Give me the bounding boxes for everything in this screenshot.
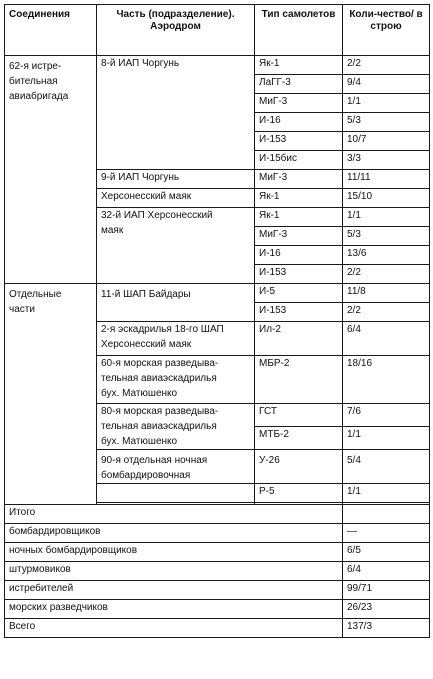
quantity-cell: 5/3 <box>343 113 430 132</box>
aircraft-type-cell: Ил-2 <box>255 322 343 356</box>
totals-label: морских разведчиков <box>5 600 343 619</box>
totals-value: 137/3 <box>343 619 430 638</box>
unit-cell: 60-я морская разведыва- тельная авиаэскадрилья бух. Матюшенко <box>97 356 255 404</box>
header-aircraft-type: Тип самолетов <box>255 5 343 56</box>
quantity-cell: 9/4 <box>343 75 430 94</box>
header-quantity: Коли-чество/ в строю <box>343 5 430 56</box>
totals-label: бомбардировщиков <box>5 524 343 543</box>
unit-cell: 8-й ИАП Чоргунь <box>97 56 255 170</box>
totals-value <box>343 505 430 524</box>
quantity-cell: 10/7 <box>343 132 430 151</box>
unit-cell: 11-й ШАП Байдары <box>97 284 255 322</box>
aircraft-type-cell: И-153 <box>255 303 343 322</box>
totals-value: 6/4 <box>343 562 430 581</box>
totals-label: Всего <box>5 619 343 638</box>
totals-row <box>5 543 430 562</box>
quantity-cell: 7/6 <box>343 404 430 427</box>
quantity-cell: 5/3 <box>343 227 430 246</box>
totals-row <box>5 562 430 581</box>
unit-cell-empty <box>97 484 255 503</box>
aircraft-type-cell: Як-1 <box>255 208 343 227</box>
aircraft-type-cell: МБР-2 <box>255 356 343 404</box>
totals-value: 26/23 <box>343 600 430 619</box>
totals-label: истребителей <box>5 581 343 600</box>
unit-cell: 2-я эскадрилья 18-го ШАП Херсонесский маяк <box>97 322 255 356</box>
aircraft-type-cell: Як-1 <box>255 189 343 208</box>
totals-row <box>5 505 430 524</box>
aircraft-type-cell: Як-1 <box>255 56 343 75</box>
totals-label: ночных бомбардировщиков <box>5 543 343 562</box>
aircraft-type-cell: МиГ-3 <box>255 170 343 189</box>
totals-value: 99/71 <box>343 581 430 600</box>
aircraft-type-cell: И-15бис <box>255 151 343 170</box>
aircraft-type-cell: И-153 <box>255 265 343 284</box>
aircraft-type-cell: ГСТ <box>255 404 343 427</box>
aircraft-type-cell: И-16 <box>255 113 343 132</box>
quantity-cell: 5/4 <box>343 450 430 484</box>
unit-cell: 32-й ИАП Херсонесский маяк <box>97 208 255 284</box>
totals-label: Итого <box>5 505 343 524</box>
unit-cell: Херсонесский маяк <box>97 189 255 208</box>
quantity-cell: 11/8 <box>343 284 430 303</box>
aircraft-type-cell: У-26 <box>255 450 343 484</box>
quantity-cell: 2/2 <box>343 56 430 75</box>
header-row <box>5 5 430 56</box>
unit-cell: 90-я отдельная ночная бомбардировочная <box>97 450 255 484</box>
aircraft-type-cell: МиГ-3 <box>255 227 343 246</box>
quantity-cell: 1/1 <box>343 208 430 227</box>
header-unit: Часть (подразделение). Аэродром <box>97 5 255 56</box>
aviation-composition-table <box>4 4 430 638</box>
quantity-cell: 2/2 <box>343 303 430 322</box>
unit-cell: 9-й ИАП Чоргунь <box>97 170 255 189</box>
quantity-cell: 1/1 <box>343 94 430 113</box>
quantity-cell: 18/16 <box>343 356 430 404</box>
totals-row <box>5 524 430 543</box>
header-formation: Соединения <box>5 5 97 56</box>
totals-value: 6/5 <box>343 543 430 562</box>
quantity-cell: 13/6 <box>343 246 430 265</box>
aircraft-type-cell: И-16 <box>255 246 343 265</box>
aircraft-type-cell: МиГ-3 <box>255 94 343 113</box>
quantity-cell: 2/2 <box>343 265 430 284</box>
table-row <box>5 56 430 75</box>
quantity-cell: 1/1 <box>343 427 430 450</box>
totals-value: — <box>343 524 430 543</box>
totals-row <box>5 619 430 638</box>
formation-cell: Отдельные части <box>5 284 97 505</box>
quantity-cell: 15/10 <box>343 189 430 208</box>
formation-cell: 62-я истре- бительная авиабригада <box>5 56 97 284</box>
aircraft-type-cell: ЛаГГ-3 <box>255 75 343 94</box>
aircraft-type-cell: МТБ-2 <box>255 427 343 450</box>
quantity-cell: 3/3 <box>343 151 430 170</box>
aircraft-type-cell: И-5 <box>255 284 343 303</box>
aircraft-type-cell: И-153 <box>255 132 343 151</box>
unit-cell: 80-я морская разведыва- тельная авиаэскадрилья бух. Матюшенко <box>97 404 255 450</box>
table-row <box>5 284 430 303</box>
quantity-cell: 1/1 <box>343 484 430 503</box>
totals-row <box>5 581 430 600</box>
totals-label: штурмовиков <box>5 562 343 581</box>
totals-row <box>5 600 430 619</box>
aircraft-type-cell: Р-5 <box>255 484 343 503</box>
quantity-cell: 6/4 <box>343 322 430 356</box>
quantity-cell: 11/11 <box>343 170 430 189</box>
